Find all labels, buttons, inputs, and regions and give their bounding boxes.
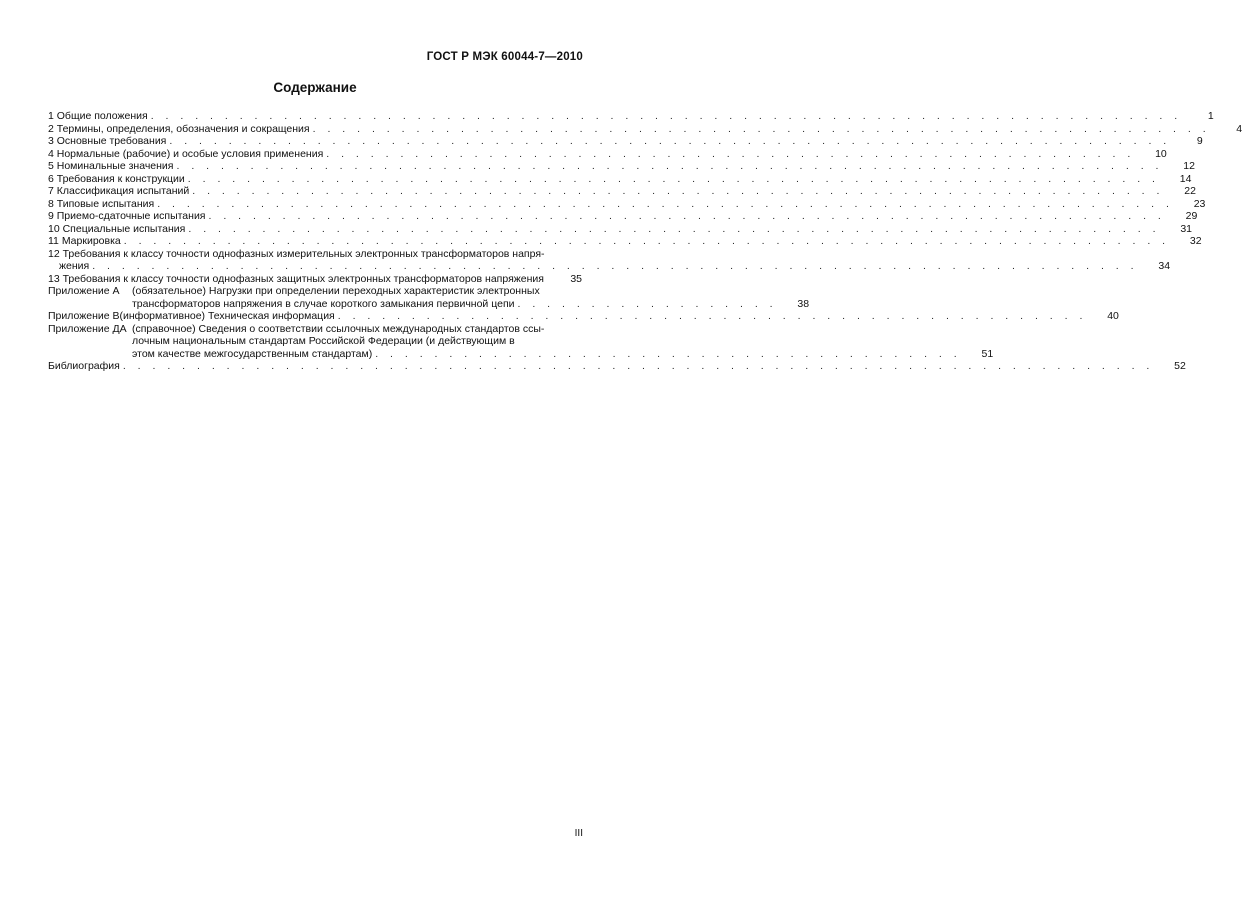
toc-entry-12[interactable] (48, 247, 1171, 273)
dot-leader: . . . . . . . . . . . . . . . . . . . . . . . . . . . . . . . . . . . . . . . . . . . . . . . . . . . . . . . . . . . . . . . . . . . . . . (150, 110, 1182, 122)
toc-entry-4[interactable] (48, 147, 1167, 161)
toc-entry-text: (обязательное) Нагрузки при определении переходных характеристик электронных (132, 285, 540, 297)
dot-leader: . . . . . . . . . . . . . . . . . . . . . . . . . . . . . . . . . . . . . . . . . . . . . . . . . . . . . . . . . . . . . . . . . . . . (169, 135, 1171, 147)
toc-entry-text: 2 Термины, определения, обозначения и сокращения (48, 122, 310, 135)
toc-page-number: 23 (1193, 197, 1206, 210)
toc-entry-text: 5 Номинальные значения (48, 160, 174, 172)
dot-leader: . . . . . . . . . . . . . . . . . . . . . . . . . . . . . . . . . . . . . . . . . . . . . . . . . . . (337, 310, 1087, 322)
toc-entry-2[interactable] (48, 122, 1242, 136)
toc-entry-text: 12 Требования к классу точности однофазных измерительных электронных трансформаторов напря- (48, 247, 545, 260)
toc-entry-text-continued: этом качестве межгосударственным стандартам) (132, 347, 373, 360)
toc-entry-appendix-a[interactable] (48, 285, 810, 310)
dot-leader: . . . . . . . . . . . . . . . . . . . . . . . . . . . . . . . . . . . . . . . . . . . . . . . . . . . . . . . . . . . . . . . . . . (187, 172, 1160, 185)
toc-entry-text: 6 Требования к конструкции (48, 172, 185, 185)
toc-entry-text: Библиография (48, 360, 120, 372)
dot-leader: . . . . . . . . . . . . . . . . . . . . . . . . . . . . . . . . . . . . . . . . . . . . . . . . . . . . . . . . . . . . . . . . . . (192, 185, 1164, 197)
toc-page-number: 1 (1207, 110, 1214, 122)
dot-leader: . . . . . . . . . . . . . . . . . . . . . . . . . . . . . . . . . . . . . . . . . . . . . . . . . . . . . . . . . . . . . . . . . . . . . . . (92, 260, 1139, 272)
toc-entry-appendix-da[interactable] (48, 322, 994, 361)
toc-entry-3[interactable] (48, 135, 1203, 148)
toc-page-number: 4 (1236, 122, 1242, 135)
toc-page-number: 34 (1158, 260, 1171, 272)
toc-page-number: 32 (1189, 235, 1202, 247)
toc-entry-text: 10 Специальные испытания (48, 222, 186, 235)
toc-entry-text: 8 Типовые испытания (48, 197, 155, 210)
appendix-label: Приложение А (48, 285, 120, 297)
toc-entry-1[interactable] (48, 110, 1214, 123)
toc-entry-appendix-b[interactable] (48, 310, 1119, 323)
toc-entry-text: 7 Классификация испытаний (48, 185, 190, 197)
toc-page-number: 14 (1179, 172, 1192, 185)
toc-entry-text: 1 Общие положения (48, 110, 148, 122)
dot-leader: . . . . . . . . . . . . . . . . . . . . . . . . . . . . . . . . . . . . . . . . . . . . . . . . . . . . . . . . . . . . . . . . . . . (176, 160, 1163, 172)
toc-entry-10[interactable] (48, 222, 1193, 236)
toc-entry-9[interactable] (48, 210, 1198, 223)
toc-entry-7[interactable] (48, 185, 1196, 198)
toc-entry-text: 3 Основные требования (48, 135, 167, 147)
dot-leader: . . . . . . . . . . . . . . . . . . . . . . . . . . . . . . . . . . . . . . . . . . . . . . . . . . . . . . . . . . . . . . . . . . . . . (157, 197, 1174, 210)
toc-entry-text: 11 Маркировка (48, 235, 121, 247)
toc-page-number: 9 (1196, 135, 1203, 147)
toc-entry-bibliography[interactable] (48, 360, 1186, 373)
dot-leader: . . . . . . . . . . . . . . . . . . . . . . . . . . . . . . . . . . . . . . . . . . . . . . . . . . . . . . . . . . . . . . . . . . (188, 222, 1161, 235)
dot-leader: . . . . . . . . . . . . . . . . . . . . . . . . . . . . . . . . . . . . . . . . . . . . . . . . . . . . . . . . . . . . . . . . . . . . . . (122, 360, 1154, 372)
toc-page-number: 38 (797, 297, 810, 310)
toc-page-number: 12 (1183, 160, 1195, 172)
toc-page-number: 40 (1107, 310, 1119, 322)
toc-entry-text-continued: лочным национальным стандартам Российской Федерации (и действующим в (132, 335, 515, 347)
toc-page-number: 35 (570, 272, 582, 285)
dot-leader: . . . . . . . . . . . . . . . . . . . . . . . . . . . . . . . . . . . . . . . . . . . . . . . . . . . . . . . . . . . . . . . . . (208, 210, 1166, 222)
table-of-contents (48, 110, 1242, 373)
toc-page-number: 31 (1180, 222, 1193, 235)
toc-entry-6[interactable] (48, 172, 1192, 186)
toc-entry-5[interactable] (48, 160, 1195, 173)
toc-page-number: 29 (1185, 210, 1198, 222)
document-code: ГОСТ Р МЭК 60044-7—2010 (426, 51, 583, 63)
toc-entry-13[interactable] (48, 273, 582, 286)
dot-leader: . . . . . . . . . . . . . . . . . . . . . . . . . . . . . . . . . . . . . . . . . . . . . . . . . . . . . . . . . . . . . . . . . . . . . . . (123, 235, 1170, 247)
appendix-label: Приложение В (48, 310, 120, 322)
toc-page-number: 51 (981, 347, 994, 360)
appendix-label: Приложение ДА (48, 322, 127, 335)
dot-leader: . . . . . . . . . . . . . . . . . . . . . . . . . . . . . . . . . . . . . . . . . . . . . . . . . . . . . . . . . . . . . (312, 122, 1211, 135)
toc-entry-text-continued: жения (59, 260, 90, 272)
page-number: III (574, 828, 583, 839)
toc-entry-text-continued: трансформаторов напряжения в случае короткого замыкания первичной цепи (132, 297, 515, 310)
toc-entry-8[interactable] (48, 197, 1206, 211)
toc-entry-text: 13 Требования к классу точности однофазных защитных электронных трансформаторов напряжения (48, 272, 544, 285)
toc-page-number: 10 (1155, 147, 1167, 160)
toc-entry-text: 9 Приемо-сдаточные испытания (48, 210, 206, 222)
toc-page-number: 22 (1184, 185, 1196, 197)
dot-leader: . . . . . . . . . . . . . . . . . . . . . . . . . . . . . . . . . . . . . . . . (375, 347, 962, 360)
toc-entry-text: (справочное) Сведения о соответствии ссылочных международных стандартов ссы- (132, 322, 545, 335)
toc-page-number: 52 (1174, 360, 1186, 372)
toc-title: Содержание (273, 80, 357, 95)
dot-leader: . . . . . . . . . . . . . . . . . . (517, 297, 778, 310)
toc-entry-text: 4 Нормальные (рабочие) и особые условия применения (48, 147, 324, 160)
toc-entry-11[interactable] (48, 235, 1202, 248)
dot-leader: . . . . . . . . . . . . . . . . . . . . . . . . . . . . . . . . . . . . . . . . . . . . . . . . . . . . . . . (326, 147, 1135, 160)
toc-entry-text: (информативное) Техническая информация (119, 310, 335, 322)
